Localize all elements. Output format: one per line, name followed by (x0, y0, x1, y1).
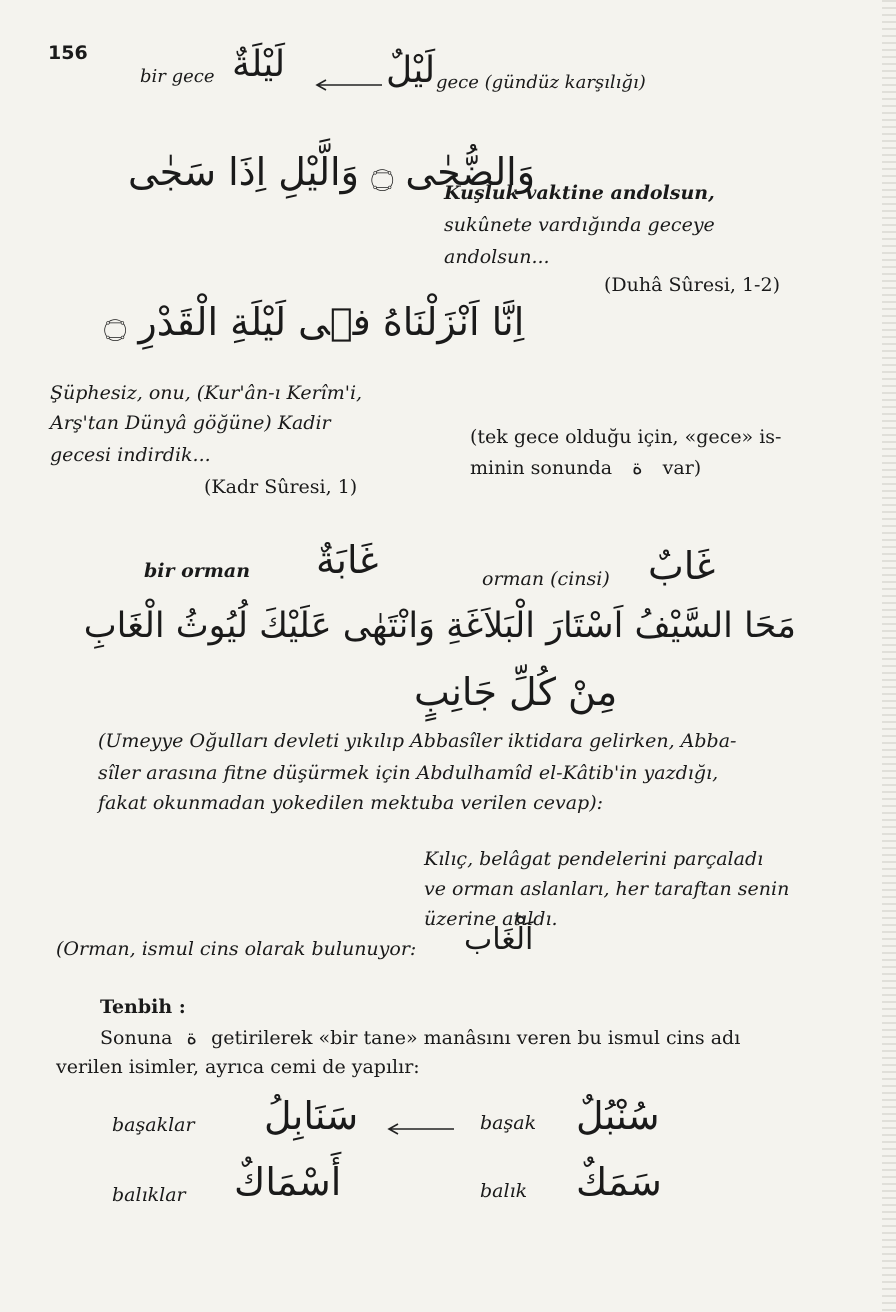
forest-note-arabic: اَلْغَاب (464, 922, 534, 957)
forest-left-gloss: bir orman (144, 560, 251, 582)
example2-singular-gloss: balık (480, 1180, 528, 1202)
example2-plural-arabic: أَسْمَاكٌ (234, 1160, 342, 1204)
verse2-translation-line-3: gecesi indirdik... (50, 444, 211, 466)
verse2-translation-line-1: Şüphesiz, onu, (Kur'ân-ı Kerîm'i, (50, 382, 363, 404)
tenbih-line-2: verilen isimler, ayrıca cemi de yapılır: (56, 1056, 420, 1078)
ta-marbuta-symbol: ة (632, 455, 643, 479)
forest-right-gloss: orman (cinsi) (482, 568, 610, 590)
forest-right-arabic: غَابٌ (648, 544, 716, 588)
example2-plural-gloss: balıklar (112, 1184, 186, 1206)
forest-left-arabic: غَابَةٌ (316, 538, 379, 582)
header-right-gloss: gece (gündüz karşılığı) (436, 72, 646, 93)
example1-plural-arabic: سَنَابِلُ (264, 1094, 359, 1138)
left-arrow-icon (314, 78, 384, 92)
note-text-b: var) (662, 457, 702, 479)
verse2-arabic: اِنَّا اَنْزَلْنَاهُ فٖى لَيْلَةِ الْقَدْرِ ۝ (104, 300, 525, 344)
verse1-source: (Duhâ Sûresi, 1-2) (604, 274, 780, 296)
example2-singular-arabic: سَمَكٌ (576, 1160, 662, 1204)
example1-singular-arabic: سُنْبُلٌ (576, 1094, 660, 1138)
example1-singular-gloss: başak (480, 1112, 537, 1134)
quote-arabic-line-2: مِنْ كُلِّ جَانِبٍ (414, 670, 618, 714)
verse1-translation-line-3: andolsun... (444, 246, 550, 268)
forest-translation-line-3: üzerine atıldı. (424, 908, 558, 930)
forest-translation-line-1: Kılıç, belâgat pendelerini parçaladı (424, 848, 764, 870)
verse2-translation-line-2: Arş'tan Dünyâ göğüne) Kadir (50, 412, 331, 434)
verse2-source: (Kadr Sûresi, 1) (204, 476, 358, 498)
context-line-1: (Umeyye Oğulları devleti yıkılıp Abbasîler iktidara gelirken, Abba- (98, 730, 737, 752)
verse2-note-line-1: (tek gece olduğu için, «gece» is- (470, 426, 782, 448)
verse1-translation-line-2: sukûnete vardığında geceye (444, 214, 715, 236)
ta-marbuta-symbol-2: ة (186, 1025, 198, 1049)
page-edge-shadow (882, 0, 896, 1312)
header-left-arabic: لَيْلَةٌ (232, 44, 286, 85)
tenbih-heading: Tenbih : (100, 996, 186, 1018)
left-arrow-icon-2 (386, 1122, 456, 1136)
forest-note-text: (Orman, ismul cins olarak bulunuyor: (56, 938, 417, 960)
context-line-2: sîler arasına fitne düşürmek için Abdulhamîd el-Kâtib'in yazdığı, (98, 762, 719, 784)
verse1-arabic: وَالضُّحٰى ۝ وَالَّيْلِ اِذَا سَجٰى (128, 150, 536, 194)
note-text-a: minin sonunda (470, 457, 613, 479)
page-number: 156 (48, 42, 88, 64)
context-line-3: fakat okunmadan yokedilen mektuba verilen cevap): (98, 792, 604, 814)
example1-plural-gloss: başaklar (112, 1114, 195, 1136)
quote-arabic-line-1: مَحَا السَّيْفُ اَسْتَارَ الْبَلاَغَةِ وَانْتَهٰى عَلَيْكَ لُيُوثُ الْغَابِ (83, 606, 796, 646)
tenbih-text-a: Sonuna (100, 1027, 173, 1049)
header-right-arabic: لَيْلٌ (386, 50, 436, 91)
verse1-translation-line-1: Kuşluk vaktine andolsun, (444, 182, 715, 204)
tenbih-text-b: getirilerek «bir tane» manâsını veren bu ismul cins adı (211, 1027, 741, 1049)
header-left-gloss: bir gece (140, 66, 215, 87)
verse2-note-line-2 (470, 450, 701, 485)
forest-translation-line-2: ve orman aslanları, her taraftan senin (424, 878, 790, 900)
